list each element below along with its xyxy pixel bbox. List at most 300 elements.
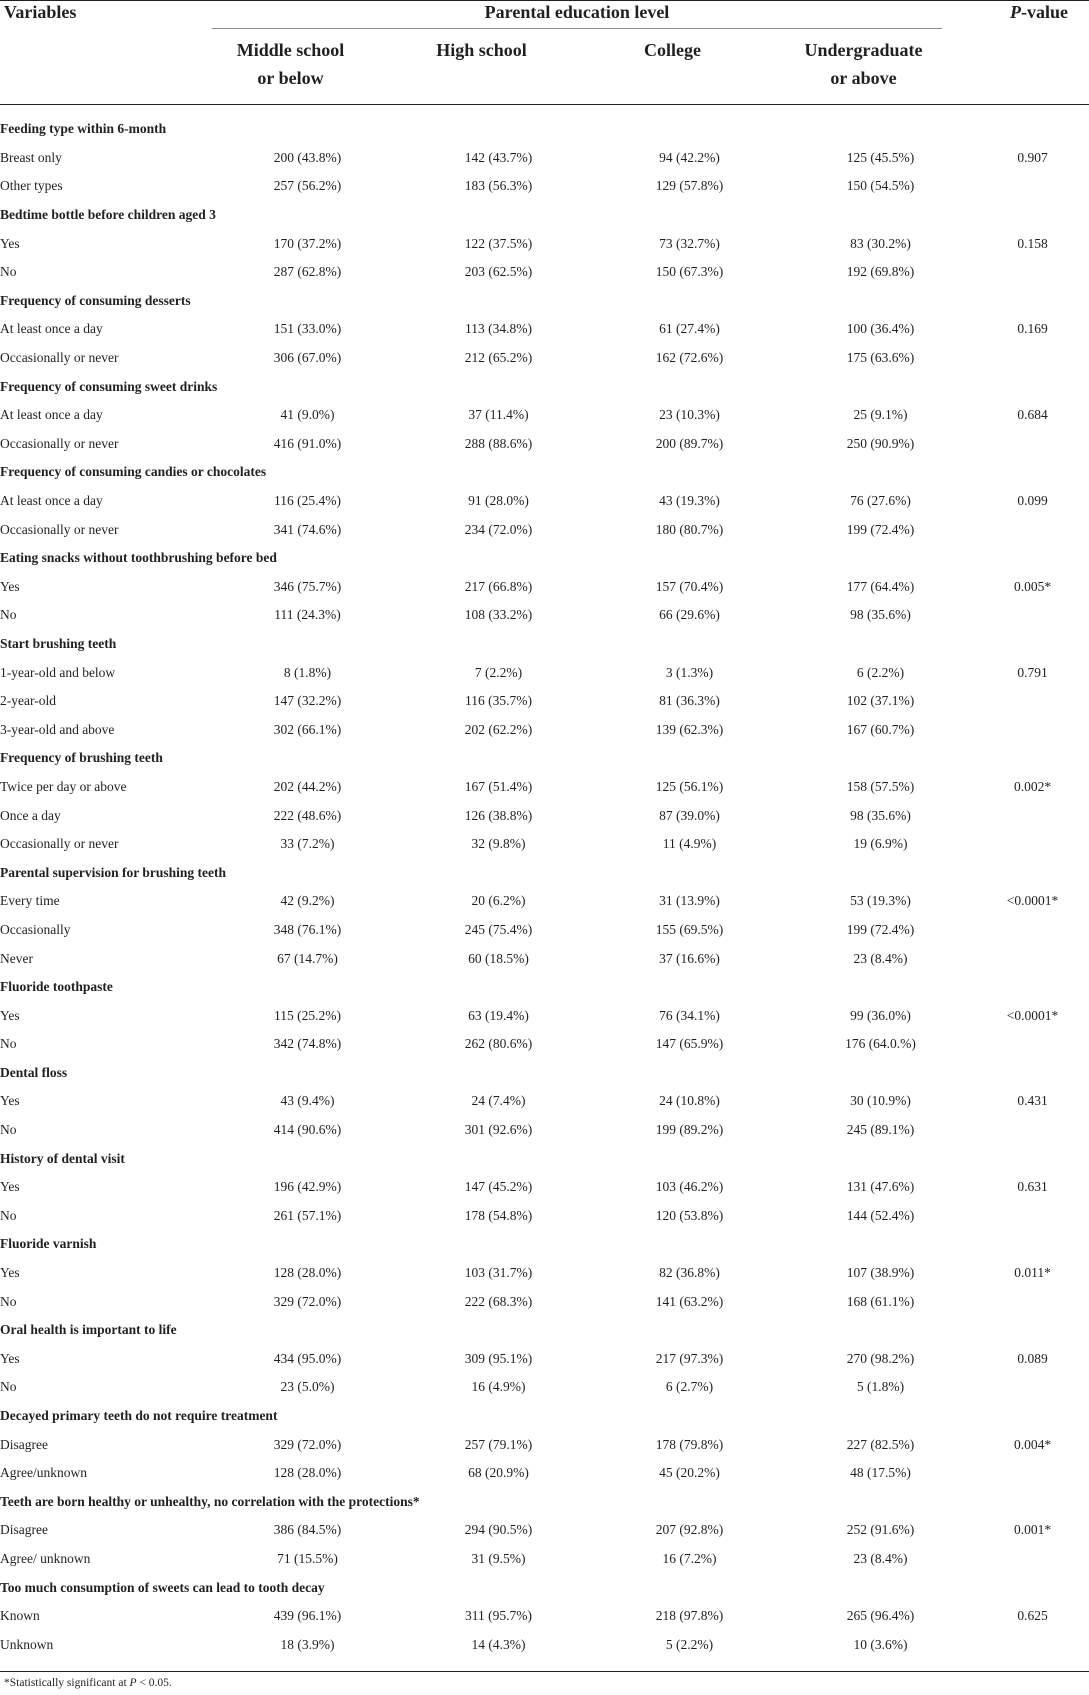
table-row — [0, 658, 1089, 687]
table-cell: 348 (76.1%) — [273, 921, 342, 937]
table-cell: 100 (36.4%) — [846, 321, 915, 337]
p-value-cell: 0.011* — [1014, 1265, 1051, 1281]
table-cell: 199 (72.4%) — [846, 921, 915, 937]
table-cell: 120 (53.8%) — [655, 1207, 724, 1223]
p-value-cell: 0.625 — [1017, 1608, 1048, 1624]
table-cell: 202 (62.2%) — [464, 721, 533, 737]
table-cell: 48 (17.5%) — [850, 1465, 911, 1481]
p-value-header — [1010, 0, 1068, 26]
table-cell: 265 (96.4%) — [846, 1608, 915, 1624]
section-label: Oral health is important to life — [0, 1322, 177, 1338]
p-value-cell — [976, 830, 1089, 859]
section-label: Frequency of consuming desserts — [0, 292, 191, 308]
section-label: Eating snacks without toothbrushing before bed — [0, 550, 277, 566]
row-label: Agree/ unknown — [0, 1550, 91, 1566]
p-value-cell — [976, 687, 1089, 716]
table-cell: 257 (56.2%) — [273, 178, 342, 194]
section-row — [0, 115, 1089, 144]
section-row — [0, 973, 1089, 1002]
table-cell: 162 (72.6%) — [655, 350, 724, 366]
p-value-cell: 0.002* — [1013, 778, 1052, 794]
row-label: 3-year-old and above — [0, 721, 115, 737]
table-cell: 302 (66.1%) — [273, 721, 342, 737]
table-cell: 192 (69.8%) — [846, 264, 915, 280]
table-row — [0, 1087, 1089, 1116]
table-cell: 309 (95.1%) — [464, 1350, 533, 1366]
p-value-cell — [976, 801, 1089, 830]
section-row — [0, 287, 1089, 316]
p-value-cell — [976, 1202, 1089, 1231]
table-row — [0, 1516, 1089, 1545]
table-cell: 245 (89.1%) — [846, 1122, 915, 1138]
table-cell: 167 (60.7%) — [846, 721, 915, 737]
p-rest: -value — [1021, 2, 1068, 22]
table-cell: 329 (72.0%) — [273, 1436, 342, 1452]
section-label: Fluoride toothpaste — [0, 979, 113, 995]
p-value-cell — [976, 1545, 1089, 1574]
table-cell: 24 (10.8%) — [659, 1093, 720, 1109]
section-row — [0, 744, 1089, 773]
row-label: Agree/unknown — [0, 1465, 87, 1481]
row-label: No — [0, 607, 17, 623]
p-value-cell: 0.907 — [1017, 149, 1048, 165]
p-value-cell — [976, 715, 1089, 744]
column-header-line: High school — [436, 40, 527, 60]
section-label: Teeth are born healthy or unhealthy, no correlation with the protections* — [0, 1493, 420, 1509]
table-cell: 257 (79.1%) — [464, 1436, 533, 1452]
table-cell: 23 (5.0%) — [280, 1379, 335, 1395]
p-value-cell — [976, 344, 1089, 373]
table-row — [0, 773, 1089, 802]
column-header-line: or below — [257, 68, 324, 88]
section-row — [0, 1402, 1089, 1431]
table-cell: 19 (6.9%) — [853, 836, 908, 852]
table-cell: 33 (7.2%) — [280, 836, 335, 852]
table-cell: 116 (25.4%) — [274, 493, 341, 509]
p-value-cell: 0.001* — [1013, 1522, 1052, 1538]
table-cell: 234 (72.0%) — [464, 521, 533, 537]
row-label: Yes — [0, 578, 20, 594]
row-label: Occasionally — [0, 921, 71, 937]
table-cell: 168 (61.1%) — [846, 1293, 915, 1309]
p-value-cell — [976, 1287, 1089, 1316]
section-label: Fluoride varnish — [0, 1236, 97, 1252]
section-label: History of dental visit — [0, 1150, 125, 1166]
row-label: Breast only — [0, 149, 62, 165]
p-value-cell: <0.0001* — [1006, 893, 1059, 909]
table-cell: 176 (64.0.%) — [845, 1036, 916, 1052]
table-row — [0, 1202, 1089, 1231]
table-cell: 73 (32.7%) — [659, 235, 720, 251]
bottom-rule — [0, 1671, 1089, 1672]
column-header-college — [594, 36, 751, 64]
table-cell: 199 (89.2%) — [655, 1122, 724, 1138]
table-row — [0, 344, 1089, 373]
p-value-cell: 0.791 — [1017, 664, 1048, 680]
table-cell: 66 (29.6%) — [659, 607, 720, 623]
table-cell: 203 (62.5%) — [464, 264, 533, 280]
table-row — [0, 573, 1089, 602]
table-cell: 102 (37.1%) — [846, 693, 915, 709]
table-cell: 227 (82.5%) — [846, 1436, 915, 1452]
table-cell: 155 (69.5%) — [655, 921, 724, 937]
row-label: Yes — [0, 1093, 20, 1109]
table-cell: 23 (8.4%) — [853, 1550, 908, 1566]
section-label: Start brushing teeth — [0, 635, 117, 651]
table-cell: 200 (89.7%) — [655, 435, 724, 451]
row-label: Every time — [0, 893, 60, 909]
row-label: No — [0, 1379, 17, 1395]
table-cell: 147 (45.2%) — [464, 1179, 533, 1195]
table-cell: 126 (38.8%) — [464, 807, 533, 823]
table-cell: 261 (57.1%) — [273, 1207, 342, 1223]
table-cell: 68 (20.9%) — [468, 1465, 529, 1481]
table-row — [0, 801, 1089, 830]
table-cell: 5 (2.2%) — [665, 1636, 714, 1652]
row-label: Twice per day or above — [0, 778, 127, 794]
table-cell: 180 (80.7%) — [655, 521, 724, 537]
table-cell: 107 (38.9%) — [846, 1265, 915, 1281]
table-cell: 301 (92.6%) — [464, 1122, 533, 1138]
table-cell: 144 (52.4%) — [846, 1207, 915, 1223]
row-label: At least once a day — [0, 407, 103, 423]
table-cell: 217 (66.8%) — [464, 578, 533, 594]
table-row — [0, 1345, 1089, 1374]
table-cell: 82 (36.8%) — [659, 1265, 720, 1281]
column-header-line: or above — [830, 68, 897, 88]
table-cell: 6 (2.7%) — [665, 1379, 714, 1395]
table-cell: 346 (75.7%) — [273, 578, 342, 594]
table-cell: 196 (42.9%) — [273, 1179, 342, 1195]
p-value-cell — [976, 430, 1089, 459]
row-label: Unknown — [0, 1636, 54, 1652]
table-cell: 23 (10.3%) — [659, 407, 720, 423]
table-cell: 202 (44.2%) — [273, 778, 342, 794]
table-cell: 141 (63.2%) — [655, 1293, 724, 1309]
table-row — [0, 601, 1089, 630]
table-cell: 147 (32.2%) — [273, 693, 342, 709]
row-label: No — [0, 1207, 17, 1223]
table-cell: 23 (8.4%) — [853, 950, 908, 966]
table-cell: 287 (62.8%) — [273, 264, 342, 280]
table-cell: 94 (42.2%) — [659, 149, 720, 165]
section-row — [0, 372, 1089, 401]
p-value-cell — [976, 1630, 1089, 1659]
table-cell: 125 (56.1%) — [655, 778, 724, 794]
p-value-cell — [976, 1030, 1089, 1059]
p-value-cell: <0.0001* — [1006, 1007, 1059, 1023]
section-row — [0, 1230, 1089, 1259]
table-cell: 199 (72.4%) — [846, 521, 915, 537]
table-row — [0, 1373, 1089, 1402]
table-cell: 25 (9.1%) — [853, 407, 908, 423]
row-label: Once a day — [0, 807, 61, 823]
table-cell: 222 (48.6%) — [273, 807, 342, 823]
table-cell: 43 (19.3%) — [659, 493, 720, 509]
p-value-cell — [976, 1116, 1089, 1145]
section-label: Dental floss — [0, 1064, 68, 1080]
p-value-cell: 0.099 — [1017, 493, 1048, 509]
table-row — [0, 430, 1089, 459]
p-value-cell: 0.169 — [1017, 321, 1048, 337]
row-label: Occasionally or never — [0, 521, 119, 537]
table-row — [0, 258, 1089, 287]
table-cell: 20 (6.2%) — [471, 893, 526, 909]
table-cell: 341 (74.6%) — [273, 521, 342, 537]
table-cell: 178 (54.8%) — [464, 1207, 533, 1223]
table-row — [0, 715, 1089, 744]
row-label: 2-year-old — [0, 693, 56, 709]
row-label: At least once a day — [0, 321, 103, 337]
p-value-cell: 0.089 — [1017, 1350, 1048, 1366]
row-label: Yes — [0, 1007, 20, 1023]
p-value-cell: 0.004* — [1013, 1436, 1052, 1452]
row-label: Known — [0, 1608, 40, 1624]
table-cell: 37 (11.4%) — [468, 407, 529, 423]
column-header-middle-school — [212, 36, 369, 92]
table-cell: 67 (14.7%) — [277, 950, 338, 966]
table-cell: 250 (90.9%) — [846, 435, 915, 451]
footnote-p: P — [129, 1677, 137, 1689]
column-header-high-school — [403, 36, 560, 64]
table-cell: 142 (43.7%) — [464, 149, 533, 165]
p-value-cell: 0.684 — [1017, 407, 1048, 423]
table-cell: 115 (25.2%) — [274, 1007, 341, 1023]
p-value-cell: 0.431 — [1017, 1093, 1048, 1109]
section-row — [0, 858, 1089, 887]
row-label: 1-year-old and below — [0, 664, 116, 680]
table-cell: 177 (64.4%) — [846, 578, 915, 594]
table-cell: 16 (7.2%) — [662, 1550, 717, 1566]
table-cell: 71 (15.5%) — [277, 1550, 338, 1566]
table-cell: 16 (4.9%) — [471, 1379, 526, 1395]
section-row — [0, 1059, 1089, 1088]
table-cell: 147 (65.9%) — [655, 1036, 724, 1052]
table-cell: 129 (57.8%) — [655, 178, 724, 194]
table-row — [0, 1030, 1089, 1059]
table-row — [0, 315, 1089, 344]
table-cell: 63 (19.4%) — [468, 1007, 529, 1023]
p-value-cell — [976, 172, 1089, 201]
table-cell: 131 (47.6%) — [846, 1179, 915, 1195]
table-cell: 262 (80.6%) — [464, 1036, 533, 1052]
table-cell: 252 (91.6%) — [846, 1522, 915, 1538]
table-cell: 342 (74.8%) — [273, 1036, 342, 1052]
row-label: No — [0, 1122, 17, 1138]
table-cell: 150 (54.5%) — [846, 178, 915, 194]
table-cell: 207 (92.8%) — [655, 1522, 724, 1538]
table-cell: 76 (27.6%) — [850, 493, 911, 509]
table-cell: 24 (7.4%) — [471, 1093, 526, 1109]
section-row — [0, 201, 1089, 230]
table-row — [0, 229, 1089, 258]
p-value-cell — [976, 1373, 1089, 1402]
table-cell: 200 (43.8%) — [273, 149, 342, 165]
p-value-cell — [976, 916, 1089, 945]
row-label: Occasionally or never — [0, 435, 119, 451]
p-value-cell — [976, 1459, 1089, 1488]
table-cell: 125 (45.5%) — [846, 149, 915, 165]
section-row — [0, 544, 1089, 573]
table-cell: 43 (9.4%) — [280, 1093, 335, 1109]
group-header: Parental education level — [484, 2, 670, 22]
table-cell: 439 (96.1%) — [273, 1608, 342, 1624]
row-label: At least once a day — [0, 493, 103, 509]
table-cell: 270 (98.2%) — [846, 1350, 915, 1366]
table-cell: 151 (33.0%) — [273, 321, 342, 337]
table-cell: 14 (4.3%) — [471, 1636, 526, 1652]
table-cell: 81 (36.3%) — [659, 693, 720, 709]
footnote-post: < 0.05. — [136, 1677, 172, 1689]
section-row — [0, 458, 1089, 487]
row-label: Never — [0, 950, 33, 966]
row-label: No — [0, 1293, 17, 1309]
table-cell: 10 (3.6%) — [853, 1636, 908, 1652]
table-cell: 31 (9.5%) — [471, 1550, 526, 1566]
row-label: Yes — [0, 1350, 20, 1366]
table-cell: 6 (2.2%) — [856, 664, 905, 680]
table-row — [0, 687, 1089, 716]
p-value-cell — [976, 601, 1089, 630]
row-label: Occasionally or never — [0, 350, 119, 366]
section-row — [0, 1144, 1089, 1173]
row-label: Yes — [0, 1265, 20, 1281]
table-cell: 329 (72.0%) — [273, 1293, 342, 1309]
p-value-cell — [976, 258, 1089, 287]
table-row — [0, 144, 1089, 173]
p-value-cell: 0.158 — [1017, 235, 1048, 251]
table-cell: 150 (67.3%) — [655, 264, 724, 280]
table-cell: 8 (1.8%) — [283, 664, 332, 680]
table-cell: 306 (67.0%) — [273, 350, 342, 366]
table-cell: 99 (36.0%) — [850, 1007, 911, 1023]
row-label: Disagree — [0, 1436, 48, 1452]
p-value-cell: 0.005* — [1013, 578, 1052, 594]
table-cell: 53 (19.3%) — [850, 893, 911, 909]
table-cell: 311 (95.7%) — [465, 1608, 532, 1624]
column-header-undergraduate — [785, 36, 942, 92]
table-cell: 37 (16.6%) — [659, 950, 720, 966]
table-cell: 42 (9.2%) — [280, 893, 335, 909]
row-label: Other types — [0, 178, 63, 194]
table-row — [0, 1630, 1089, 1659]
table-cell: 113 (34.8%) — [465, 321, 532, 337]
table-row — [0, 1459, 1089, 1488]
table-cell: 41 (9.0%) — [280, 407, 335, 423]
table-cell: 18 (3.9%) — [280, 1636, 335, 1652]
column-header-line: Middle school — [236, 40, 345, 60]
table-row — [0, 1116, 1089, 1145]
table-cell: 31 (13.9%) — [659, 893, 720, 909]
section-label: Decayed primary teeth do not require treatment — [0, 1408, 278, 1424]
table-cell: 170 (37.2%) — [273, 235, 342, 251]
table-cell: 139 (62.3%) — [655, 721, 724, 737]
table-cell: 128 (28.0%) — [273, 1465, 342, 1481]
table-cell: 61 (27.4%) — [659, 321, 720, 337]
table-row — [0, 944, 1089, 973]
table-row — [0, 1001, 1089, 1030]
table-cell: 83 (30.2%) — [850, 235, 911, 251]
footnote — [4, 1677, 172, 1689]
table-row — [0, 1602, 1089, 1631]
table-cell: 87 (39.0%) — [659, 807, 720, 823]
table-cell: 103 (31.7%) — [464, 1265, 533, 1281]
table-cell: 218 (97.8%) — [655, 1608, 724, 1624]
table-cell: 122 (37.5%) — [464, 235, 533, 251]
group-underline — [212, 28, 942, 29]
table-cell: 91 (28.0%) — [468, 493, 529, 509]
table-row — [0, 172, 1089, 201]
section-label: Frequency of consuming sweet drinks — [0, 378, 218, 394]
p-value-cell: 0.631 — [1017, 1179, 1048, 1195]
table-row — [0, 1430, 1089, 1459]
table-cell: 245 (75.4%) — [464, 921, 533, 937]
table-cell: 11 (4.9%) — [662, 836, 717, 852]
section-label: Frequency of brushing teeth — [0, 750, 163, 766]
table-cell: 98 (35.6%) — [850, 807, 911, 823]
section-label: Parental supervision for brushing teeth — [0, 864, 227, 880]
variables-header: Variables — [4, 2, 77, 22]
table-cell: 414 (90.6%) — [273, 1122, 342, 1138]
column-header-line: College — [644, 40, 701, 60]
row-label: No — [0, 1036, 17, 1052]
table-cell: 434 (95.0%) — [273, 1350, 342, 1366]
table-cell: 103 (46.2%) — [655, 1179, 724, 1195]
p-value-cell — [976, 515, 1089, 544]
table-cell: 7 (2.2%) — [474, 664, 523, 680]
section-row — [0, 1573, 1089, 1602]
table-cell: 217 (97.3%) — [655, 1350, 724, 1366]
section-label: Too much consumption of sweets can lead to tooth decay — [0, 1579, 325, 1595]
header-rule — [0, 104, 1089, 105]
section-label: Frequency of consuming candies or chocolates — [0, 464, 267, 480]
table-cell: 128 (28.0%) — [273, 1265, 342, 1281]
table-cell: 416 (91.0%) — [273, 435, 342, 451]
table-row — [0, 487, 1089, 516]
row-label: Yes — [0, 235, 20, 251]
section-label: Feeding type within 6-month — [0, 121, 167, 137]
table-cell: 32 (9.8%) — [471, 836, 526, 852]
section-row — [0, 1316, 1089, 1345]
table-cell: 157 (70.4%) — [655, 578, 724, 594]
table-row — [0, 1545, 1089, 1574]
table-cell: 178 (79.8%) — [655, 1436, 724, 1452]
row-label: Yes — [0, 1179, 20, 1195]
table-row — [0, 830, 1089, 859]
table-cell: 222 (68.3%) — [464, 1293, 533, 1309]
table-row — [0, 1259, 1089, 1288]
table-row — [0, 1287, 1089, 1316]
table-cell: 294 (90.5%) — [464, 1522, 533, 1538]
table-cell: 76 (34.1%) — [659, 1007, 720, 1023]
p-italic: P — [1010, 2, 1021, 22]
table-row — [0, 1173, 1089, 1202]
table-cell: 108 (33.2%) — [464, 607, 533, 623]
table-cell: 183 (56.3%) — [464, 178, 533, 194]
table-cell: 98 (35.6%) — [850, 607, 911, 623]
data-table — [0, 115, 1089, 1659]
table-cell: 3 (1.3%) — [665, 664, 714, 680]
table-cell: 45 (20.2%) — [659, 1465, 720, 1481]
table-cell: 386 (84.5%) — [273, 1522, 342, 1538]
p-value-cell — [976, 944, 1089, 973]
footnote-pre: *Statistically significant at — [4, 1677, 130, 1689]
section-row — [0, 1488, 1089, 1517]
table-cell: 175 (63.6%) — [846, 350, 915, 366]
table-cell: 167 (51.4%) — [464, 778, 533, 794]
column-header-line: Undergraduate — [804, 40, 923, 60]
row-label: Occasionally or never — [0, 836, 119, 852]
